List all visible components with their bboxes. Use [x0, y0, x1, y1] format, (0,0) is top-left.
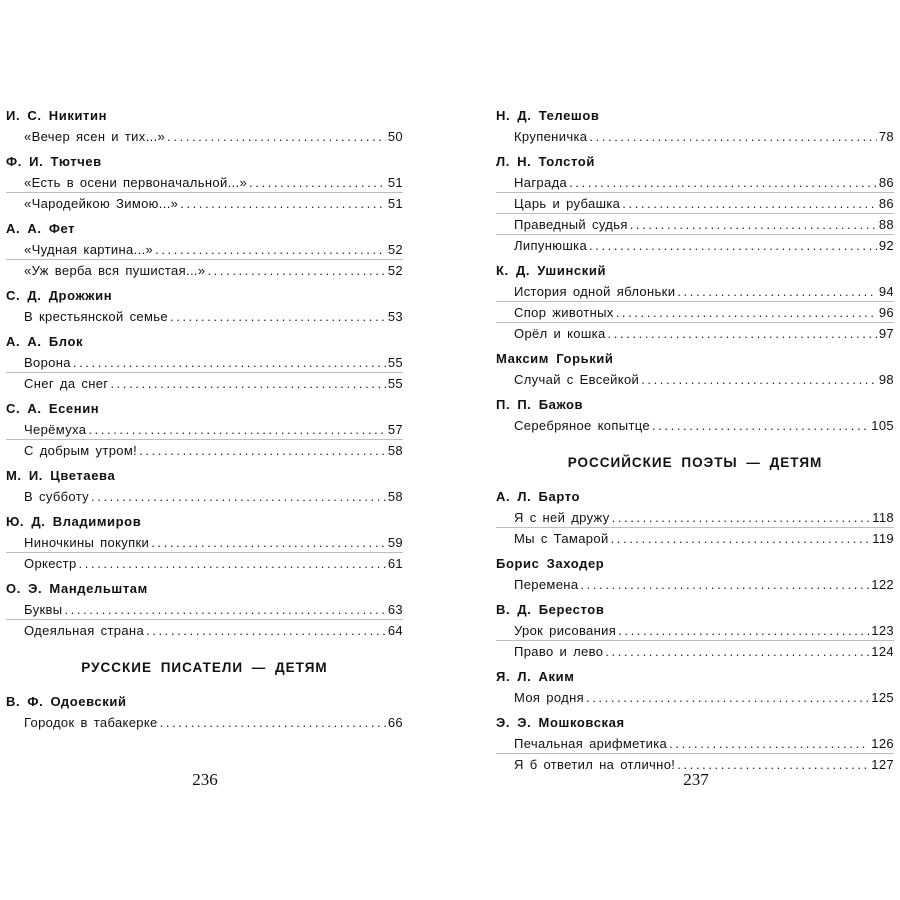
dot-leader — [88, 419, 386, 440]
author-name: А. А. Фет — [6, 221, 76, 236]
author-group — [496, 348, 894, 390]
author-name: Ф. И. Тютчев — [6, 154, 102, 169]
entry-title: Ниночкины покупки — [24, 535, 150, 550]
toc-entry — [496, 172, 894, 193]
entry-title: Липунюшка — [514, 238, 588, 253]
entry-page-number: 52 — [387, 242, 403, 257]
author-group — [496, 553, 894, 595]
dot-leader — [155, 239, 386, 260]
dot-leader — [160, 712, 386, 733]
dot-leader — [73, 352, 386, 373]
entry-title: Одеяльная страна — [24, 623, 145, 638]
entry-page-number: 88 — [878, 217, 894, 232]
dot-leader — [151, 532, 386, 553]
dot-leader — [589, 126, 876, 147]
entry-title: Я с ней дружу — [514, 510, 610, 525]
entry-page-number: 105 — [871, 418, 894, 433]
entry-page-number: 127 — [871, 757, 894, 772]
toc-entry — [496, 369, 894, 390]
author-name: С. А. Есенин — [6, 401, 100, 416]
author-name: Я. Л. Аким — [496, 669, 575, 684]
entry-title: В крестьянской семье — [24, 309, 168, 324]
dot-leader — [669, 733, 869, 754]
entry-page-number: 94 — [878, 284, 894, 299]
dot-leader — [589, 235, 877, 256]
entry-page-number: 123 — [871, 623, 894, 638]
toc-entry — [6, 599, 403, 620]
entry-title: Перемена — [514, 577, 579, 592]
entry-page-number: 52 — [387, 263, 403, 278]
entry-page-number: 66 — [387, 715, 403, 730]
entry-page-number: 50 — [387, 129, 403, 144]
toc-entry — [6, 419, 403, 440]
entry-title: С добрым утром! — [24, 443, 138, 458]
dot-leader — [569, 172, 877, 193]
entry-title: Царь и рубашка — [514, 196, 621, 211]
entry-title: «Чудная картина...» — [24, 242, 154, 257]
author-group — [496, 394, 894, 436]
dot-leader — [110, 373, 385, 394]
entry-page-number: 96 — [878, 305, 894, 320]
dot-leader — [622, 193, 877, 214]
author-group — [496, 151, 894, 256]
dot-leader — [586, 687, 869, 708]
toc-entry — [496, 733, 894, 754]
right-page-number: 237 — [683, 770, 709, 789]
entry-page-number: 78 — [878, 129, 894, 144]
author-group — [6, 151, 403, 214]
toc-entry — [6, 553, 403, 574]
entry-page-number: 53 — [387, 309, 403, 324]
dot-leader — [611, 528, 871, 549]
entry-title: Награда — [514, 175, 568, 190]
author-group — [496, 666, 894, 708]
toc-entry — [6, 193, 403, 214]
author-group — [6, 105, 403, 147]
dot-leader — [91, 486, 386, 507]
entry-page-number: 122 — [871, 577, 894, 592]
toc-entry — [6, 440, 403, 461]
author-name: А. А. Блок — [6, 334, 84, 349]
entry-title: «Чародейкою Зимою...» — [24, 196, 179, 211]
author-group — [496, 599, 894, 662]
toc-entry — [6, 239, 403, 260]
entry-page-number: 64 — [387, 623, 403, 638]
dot-leader — [170, 306, 386, 327]
dot-leader — [616, 302, 877, 323]
entry-page-number: 61 — [387, 556, 403, 571]
dot-leader — [139, 440, 386, 461]
entry-page-number: 58 — [387, 489, 403, 504]
dot-leader — [167, 126, 386, 147]
entry-page-number: 51 — [387, 175, 403, 190]
entry-title: Право и лево — [514, 644, 604, 659]
toc-entry — [496, 415, 894, 436]
author-name: И. С. Никитин — [6, 108, 108, 123]
toc-entry — [496, 687, 894, 708]
entry-title: Я б ответил на отлично! — [514, 757, 676, 772]
author-name: М. И. Цветаева — [6, 468, 116, 483]
dot-leader — [605, 641, 869, 662]
author-group — [6, 285, 403, 327]
entry-page-number: 98 — [878, 372, 894, 387]
author-name: Борис Заходер — [496, 556, 605, 571]
author-name: С. Д. Дрожжин — [6, 288, 113, 303]
toc-entry — [496, 126, 894, 147]
entry-title: Печальная арифметика — [514, 736, 668, 751]
entry-title: Праведный судья — [514, 217, 628, 232]
toc-entry — [496, 507, 894, 528]
entry-page-number: 126 — [871, 736, 894, 751]
author-name: Л. Н. Толстой — [496, 154, 595, 169]
author-name: В. Д. Берестов — [496, 602, 605, 617]
toc-entry — [496, 214, 894, 235]
author-group — [496, 105, 894, 147]
author-name: В. Ф. Одоевский — [6, 694, 127, 709]
dot-leader — [652, 415, 869, 436]
entry-title: «Есть в осени первоначальной...» — [24, 175, 248, 190]
entry-title: Случай с Евсейкой — [514, 372, 640, 387]
entry-title: Спор животных — [514, 305, 614, 320]
toc-entry — [6, 486, 403, 507]
entry-title: Снег да снег — [24, 376, 109, 391]
dot-leader — [249, 172, 386, 193]
entry-page-number: 58 — [387, 443, 403, 458]
author-group — [6, 511, 403, 574]
entry-title: Крупеничка — [514, 129, 588, 144]
entry-title: Моя родня — [514, 690, 584, 705]
author-group — [496, 486, 894, 549]
entry-page-number: 124 — [871, 644, 894, 659]
dot-leader — [180, 193, 386, 214]
toc-entry — [6, 532, 403, 553]
entry-title: В субботу — [24, 489, 90, 504]
author-name: О. Э. Мандельштам — [6, 581, 148, 596]
toc-entry — [496, 281, 894, 302]
dot-leader — [580, 574, 869, 595]
author-name: К. Д. Ушинский — [496, 263, 607, 278]
dot-leader — [146, 620, 386, 641]
entry-title: Оркестр — [24, 556, 77, 571]
toc-entry — [6, 306, 403, 327]
author-name: Н. Д. Телешов — [496, 108, 600, 123]
entry-page-number: 118 — [872, 510, 894, 525]
section-heading: РУССКИЕ ПИСАТЕЛИ — ДЕТЯМ — [81, 660, 328, 675]
dot-leader — [612, 507, 871, 528]
toc-entry — [496, 323, 894, 344]
entry-title: Урок рисования — [514, 623, 617, 638]
entry-title: Ворона — [24, 355, 71, 370]
author-group — [6, 331, 403, 394]
dot-leader — [677, 281, 877, 302]
entry-title: Черёмуха — [24, 422, 87, 437]
entry-page-number: 119 — [872, 531, 894, 546]
entry-title: Орёл и кошка — [514, 326, 606, 341]
dot-leader — [79, 553, 386, 574]
author-group — [6, 465, 403, 507]
entry-page-number: 92 — [878, 238, 894, 253]
dot-leader — [630, 214, 877, 235]
toc-entry — [6, 126, 403, 147]
author-group — [6, 691, 403, 733]
dot-leader — [64, 599, 385, 620]
author-group — [496, 712, 894, 775]
entry-page-number: 63 — [387, 602, 403, 617]
right-page-contents — [496, 105, 894, 779]
entry-page-number: 125 — [871, 690, 894, 705]
entry-title: «Уж верба вся пушистая...» — [24, 263, 206, 278]
entry-title: Буквы — [24, 602, 63, 617]
author-name: Максим Горький — [496, 351, 614, 366]
author-name: А. Л. Барто — [496, 489, 581, 504]
author-group — [6, 398, 403, 461]
left-page-number: 236 — [192, 770, 218, 789]
author-group — [496, 260, 894, 344]
author-name: Э. Э. Мошковская — [496, 715, 625, 730]
section-heading: РОССИЙСКИЕ ПОЭТЫ — ДЕТЯМ — [567, 455, 823, 470]
entry-page-number: 57 — [387, 422, 403, 437]
entry-page-number: 55 — [387, 376, 403, 391]
toc-entry — [496, 574, 894, 595]
entry-title: «Вечер ясен и тих...» — [24, 129, 166, 144]
entry-title: Мы с Тамарой — [514, 531, 609, 546]
toc-entry — [496, 302, 894, 323]
toc-entry — [6, 352, 403, 373]
toc-entry — [6, 712, 403, 733]
left-page-contents — [6, 105, 403, 737]
dot-leader — [608, 323, 877, 344]
toc-entry — [6, 172, 403, 193]
toc-entry — [496, 620, 894, 641]
author-group — [6, 578, 403, 641]
toc-entry — [496, 235, 894, 256]
dot-leader — [207, 260, 385, 281]
toc-entry — [6, 373, 403, 394]
toc-entry — [6, 620, 403, 641]
entry-title: Городок в табакерке — [24, 715, 158, 730]
entry-page-number: 97 — [878, 326, 894, 341]
entry-page-number: 51 — [387, 196, 403, 211]
author-name: П. П. Бажов — [496, 397, 584, 412]
entry-title: Серебряное копытце — [514, 418, 650, 433]
dot-leader — [641, 369, 877, 390]
author-group — [6, 218, 403, 281]
toc-entry — [496, 641, 894, 662]
entry-page-number: 55 — [387, 355, 403, 370]
dot-leader — [618, 620, 869, 641]
author-name: Ю. Д. Владимиров — [6, 514, 142, 529]
toc-entry — [496, 193, 894, 214]
entry-page-number: 86 — [878, 175, 894, 190]
toc-entry — [496, 528, 894, 549]
entry-title: История одной яблоньки — [514, 284, 676, 299]
entry-page-number: 86 — [878, 196, 894, 211]
entry-page-number: 59 — [387, 535, 403, 550]
toc-entry — [6, 260, 403, 281]
